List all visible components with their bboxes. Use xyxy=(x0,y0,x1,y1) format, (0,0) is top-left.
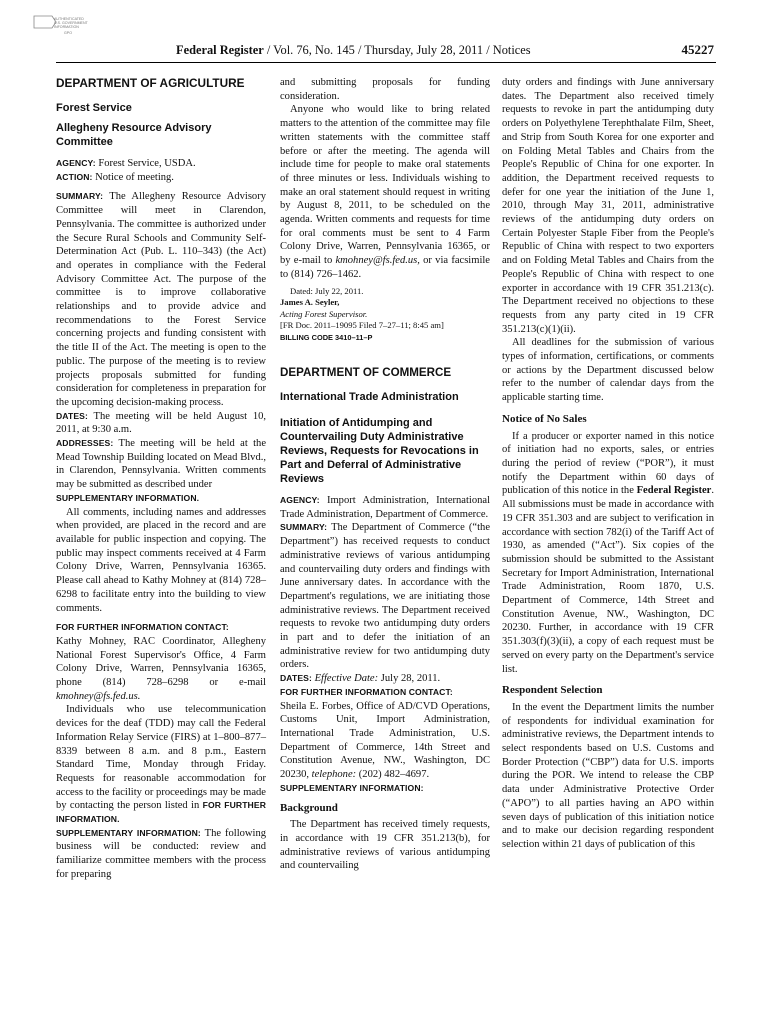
commerce-contact xyxy=(280,700,490,782)
page-number: 45227 xyxy=(681,42,714,57)
action-text: Notice of meeting. xyxy=(92,171,174,183)
running-header xyxy=(56,40,716,63)
seal-line-4: GPO xyxy=(64,31,72,35)
oral-text: Anyone who would like to bring related matters to the attention of the committee may file written statements with the committee staff before or after the meeting. The agenda will include time for people to make oral statements of three minutes or less. Individuals wishing to make an oral statement should request in writing by August 8, 2011, to be scheduled on the agenda. Written comments and requests for time for oral comments must be sent to 4 Farm Colony Drive, Warren, Pennsylvania 16365, or by e-mail to xyxy=(280,104,490,267)
commerce-supplementary-label: SUPPLEMENTARY INFORMATION: xyxy=(280,782,424,793)
agency-text: Forest Service, USDA. xyxy=(95,158,196,169)
dated-line: Dated: July 22, 2011. xyxy=(290,285,364,296)
seal-line-3: INFORMATION xyxy=(54,25,79,29)
addresses-text: The meeting will be held at the Mead Township Building located on Mead Blvd., in Clarendon, Pennsylvania. Written comments may be submitted as described under xyxy=(56,438,266,491)
no-sales-text: If a producer or exporter named in this notice of initiation had no exports, sales, or entries during the period of review (“POR”), it must notify the Department within 60 days of publication of this notice in the xyxy=(502,430,714,497)
gpo-authentication-seal xyxy=(30,12,90,42)
background-heading: Background xyxy=(280,801,338,814)
supp-label-line xyxy=(56,492,266,506)
contact-email: kmohney@fs.fed.us. xyxy=(56,690,141,702)
addresses-label: ADDRESSES: xyxy=(56,438,114,449)
oral-statement-paragraph xyxy=(280,103,490,281)
telephone-label: telephone: xyxy=(311,769,357,781)
contact-label-line xyxy=(56,621,266,635)
business-paragraph xyxy=(56,827,266,882)
signer-name: James A. Seyler, xyxy=(280,297,340,308)
commerce-contact-text: Sheila E. Forbes, Office of AD/CVD Operations, Customs Unit, Import Administration, International Trade Administration, U.S. Department of Commerce, 14th Street and Constitution Avenue, NW., Washington, DC 20230, xyxy=(280,700,490,781)
effective-date: July 28, 2011. xyxy=(378,673,441,685)
header-citation xyxy=(176,43,531,58)
forest-service-heading: Forest Service xyxy=(56,102,132,114)
commerce-dates-label: DATES: xyxy=(280,673,312,684)
journal-name: Federal Register xyxy=(176,43,264,57)
action-line xyxy=(56,171,266,185)
commerce-supp-line xyxy=(280,782,490,796)
commerce-agency-line xyxy=(280,494,490,521)
telephone-number: (202) 482–4697. xyxy=(356,769,430,781)
commerce-dept-heading: DEPARTMENT OF COMMERCE xyxy=(280,366,452,380)
committee-heading: Allegheny Resource Advisory Committee xyxy=(56,122,212,148)
seal-line-2: U.S. GOVERNMENT xyxy=(54,21,88,25)
commerce-contact-label-line xyxy=(280,686,490,700)
effective-date-label: Effective Date: xyxy=(311,673,379,685)
no-sales-paragraph xyxy=(502,430,714,677)
dates-label: DATES: xyxy=(56,410,88,421)
contact-paragraph xyxy=(56,635,266,704)
summary-label: SUMMARY: xyxy=(56,191,104,202)
continued-paragraph: and submitting proposals for funding consideration. xyxy=(280,77,490,102)
tdd-label: FOR FURTHER INFORMATION. xyxy=(56,800,266,825)
no-sales-tail: . All submissions must be made in accordance with 19 CFR 351.303 and are subject to verification in accordance with section 782(i) of the Tariff Act of 1930, as amended (“Act”). Six copies of the submission should be submitted to the Assistant Secretary for Import Administration, International Trade Administration, Room 1870, U.S. Department of Commerce, 14th Street and Constitution Avenue, NW., Washington, DC 20230. Further, in accordance with 19 CFR 351.303(f)(3)(ii), a copy of each request must be served on every party on the Department's service list. xyxy=(502,485,714,675)
commerce-summary-label: SUMMARY: xyxy=(280,522,328,533)
column-1 xyxy=(56,76,266,882)
respondent-heading: Respondent Selection xyxy=(502,684,603,697)
requests-paragraph: duty orders and findings with June anniversary dates. The Department also received timely requests to revoke in part the antidumping duty orders on Polyethylene Terephthalate Film, Sheet, and Strip from South Korea for one exporter and on Folding Metal Tables and Chairs from the People's Republic of China for one exporter. In addition, the Department received requests to defer for one year the initiation of the June 1, 2010, through May 31, 2011, administrative reviews of the antidumping duty orders on Certain Polyester Staple Fiber from the People's Republic of China with respect to two exporters and on Folding Metal Tables and Chairs from the People's Republic of China with respect to one exporter in accordance with 19 CFR 351.213(c). The Department received no objections to these requests from any party cited in 19 CFR 351.213(c)(1)(ii). xyxy=(502,77,714,335)
business-text: The following business will be conducted: review and familiarize committee members with the process for preparing xyxy=(56,827,266,880)
agency-label: AGENCY: xyxy=(56,158,96,168)
commerce-agency-text: Import Administration, International Trade Administration, Department of Commerce. xyxy=(280,495,490,520)
summary-paragraph xyxy=(56,190,266,409)
column-2 xyxy=(280,76,490,873)
billing-code: BILLING CODE 3410–11–P xyxy=(280,332,373,342)
dates-paragraph xyxy=(56,410,266,437)
federal-register-ref: Federal Register xyxy=(636,485,712,497)
tdd-text: Individuals who use telecommunication devices for the deaf (TDD) may call the Federal Information Relay Service (FIRS) at 1–800–877–8339 between 8 a.m. and 8 p.m., Eastern Standard Time, Monday through Friday. Requests for reasonable accommodation for access to the facility or proceedings may be made by contacting the person listed in xyxy=(56,704,266,812)
tdd-paragraph xyxy=(56,703,266,826)
seal-line-1: AUTHENTICATED xyxy=(54,17,84,21)
ita-heading: International Trade Administration xyxy=(280,391,459,404)
column-3 xyxy=(502,76,714,852)
supplementary-label-2: SUPPLEMENTARY INFORMATION: xyxy=(56,827,201,838)
action-label: ACTION: xyxy=(56,171,93,182)
dates-text: The meeting will be held August 10, 2011, at 9:30 a.m. xyxy=(56,410,266,436)
background-paragraph: The Department has received timely requests, in accordance with 19 CFR 351.213(b), for administrative reviews of various antidumping and countervailing xyxy=(280,819,490,872)
addresses-paragraph xyxy=(56,437,266,492)
deadlines-paragraph: All deadlines for the submission of various types of information, certifications, or comments or actions by the Department discussed below refer to the number of calendar days from the applicable starting time. xyxy=(502,337,714,404)
commerce-agency-label: AGENCY: xyxy=(280,495,320,506)
oral-email: kmohney@fs.fed.us, xyxy=(335,255,420,267)
commerce-summary xyxy=(280,521,490,672)
fr-doc-line: [FR Doc. 2011–19095 Filed 7–27–11; 8:45 am] xyxy=(280,320,444,331)
respondent-paragraph: In the event the Department limits the number of respondents for individual examination for administrative reviews, the Department intends to select respondents based on U.S. Customs and Border Protection (“CBP”) data for U.S. imports during the POR. We intend to release the CBP data under Administrative Protective Order (“APO”) to all parties having an APO within seven days of publication of this initiation notice and to make our decision regarding respondent selection within 21 days of publication of this xyxy=(502,701,714,850)
oral-tail: or via facsimile to (814) 726–1462. xyxy=(280,255,490,280)
agriculture-dept-heading: DEPARTMENT OF AGRICULTURE xyxy=(56,76,245,90)
contact-label: FOR FURTHER INFORMATION CONTACT: xyxy=(56,622,229,633)
issue-info: / Vol. 76, No. 145 / Thursday, July 28, 2011 / Notices xyxy=(263,43,531,57)
contact-text: Kathy Mohney, RAC Coordinator, Allegheny National Forest Supervisor's Office, 4 Farm Colony Drive, Warren, Pennsylvania 16365, phone (814) 728–6298 or e-mail xyxy=(56,635,266,689)
agency-line xyxy=(56,157,266,171)
comments-paragraph: All comments, including names and addresses when provided, are placed in the record and are available for public inspection and copying. The public may inspect comments received at 4 Farm Colony Drive, Warren, Pennsylvania 16365. Please call ahead to Kathy Mohney at (814) 728–6298 to facilitate entry into the building to view comments. xyxy=(56,506,266,614)
commerce-summary-text: The Department of Commerce (“the Department”) has received requests to conduct administrative reviews of various antidumping and countervailing duty orders and findings with June anniversary dates. In accordance with the Department's regulations, we are initiating those administrative reviews. The Department received requests to revoke two antidumping duty orders in part and to defer the initiation of an administrative review for two antidumping duty orders. xyxy=(280,522,490,671)
commerce-contact-label: FOR FURTHER INFORMATION CONTACT: xyxy=(280,686,453,697)
signer-title: Acting Forest Supervisor. xyxy=(280,308,368,319)
summary-text: The Allegheny Resource Advisory Committee will meet in Clarendon, Pennsylvania. The committee is authorized under the Secure Rural Schools and Community Self-Determination Act (Pub. L. 110–343) (the Act) and operates in compliance with the Federal Advisory Committee Act. The purpose of the committee is to improve collaborative relationships and to provide advice and recommendations to the Forest Service concerning projects and funding consistent with the title II of the Act. The meeting is open to the public. The purpose of the meeting is to review projects proposals submitted for funding consideration for completeness in preparation for the upcoming decision-making process. xyxy=(56,191,266,408)
no-sales-heading: Notice of No Sales xyxy=(502,412,587,425)
commerce-dates xyxy=(280,672,490,686)
notice-title: Initiation of Antidumping and Countervailing Duty Administrative Reviews, Requests for Revocations in Part and Deferral of Administrative Reviews xyxy=(280,417,479,486)
supplementary-label: SUPPLEMENTARY INFORMATION. xyxy=(56,492,200,503)
